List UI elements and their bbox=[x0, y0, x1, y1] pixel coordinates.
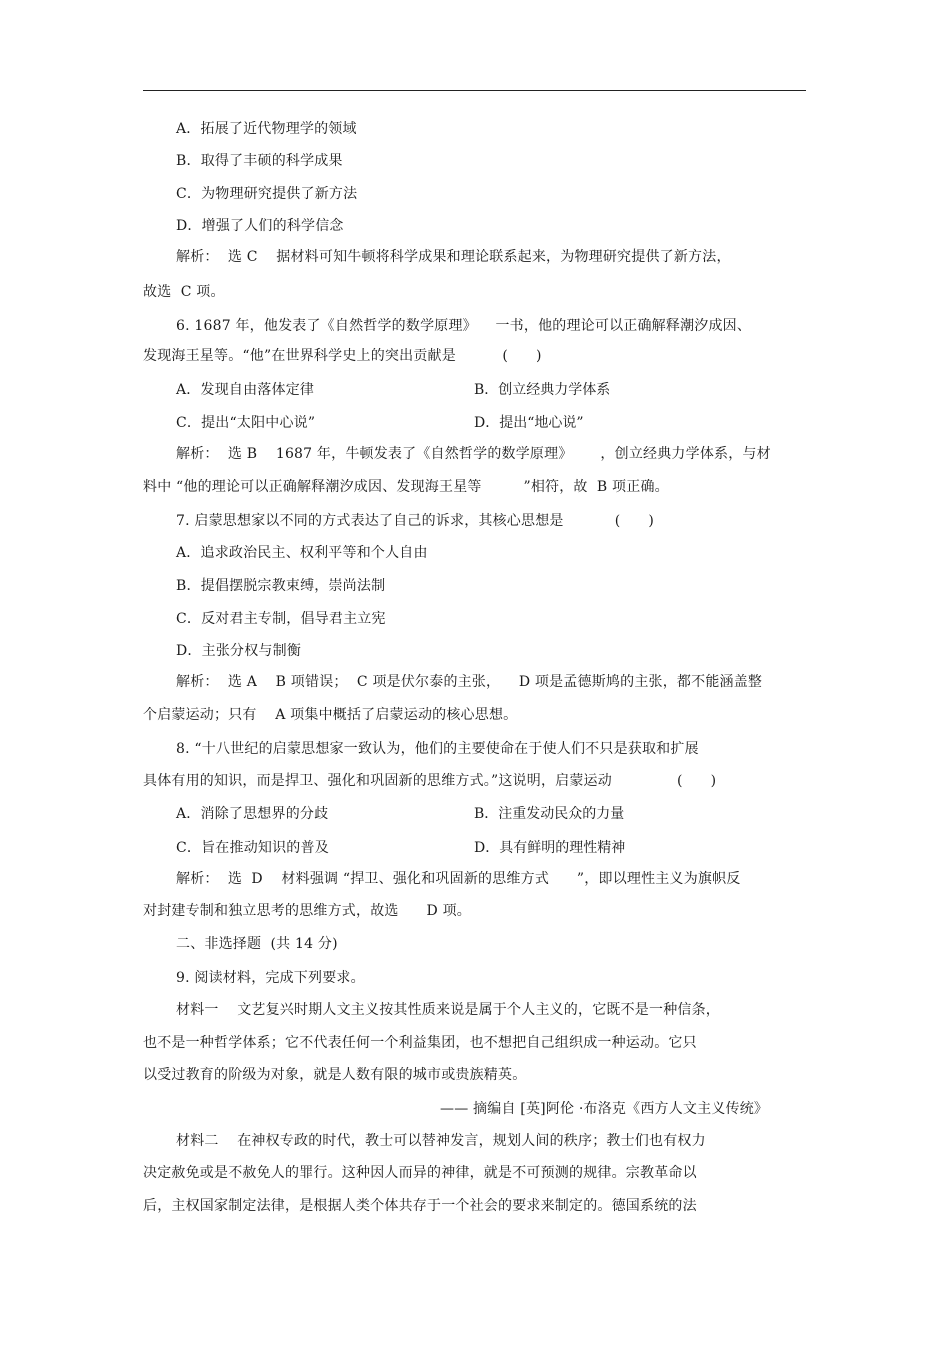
q8-stem-line-2: 具体有用的知识，而是捍卫、强化和巩固新的思维方式。”这说明，启蒙运动 ( ) bbox=[143, 773, 717, 789]
q6-stem-line-2: 发现海王星等。“他”在世界科学史上的突出贡献是 ( ) bbox=[143, 348, 542, 364]
q8-analysis-line-2: 对封建专制和独立思考的思维方式，故选 D 项。 bbox=[143, 903, 471, 919]
q6-analysis-line-1: 解析： 选 B 1687 年，牛顿发表了《自然哲学的数学原理》 ，创立经典力学体系，与材 bbox=[176, 446, 771, 462]
q5-analysis-line-1: 解析： 选 C 据材料可知牛顿将科学成果和理论联系起来，为物理研究提供了新方法， bbox=[176, 249, 731, 265]
q7-stem: 7. 启蒙思想家以不同的方式表达了自己的诉求，其核心思想是 ( ) bbox=[176, 513, 654, 529]
q6-option-d: D．提出“地心说” bbox=[474, 415, 584, 431]
q6-option-b: B．创立经典力学体系 bbox=[474, 382, 611, 398]
material-2-line-3: 后，主权国家制定法律，是根据人类个体共存于一个社会的要求来制定的。德国系统的法 bbox=[143, 1198, 697, 1214]
q7-option-a: A．追求政治民主、权利平等和个人自由 bbox=[176, 545, 428, 561]
material-1-source: —— 摘编自 [英]阿伦 ·布洛克《西方人文主义传统》 bbox=[440, 1101, 769, 1117]
q8-option-a: A．消除了思想界的分歧 bbox=[176, 806, 329, 822]
q6-analysis-line-2: 料中 “他的理论可以正确解释潮汐成因、发现海王星等 ”相符，故 B 项正确。 bbox=[143, 479, 669, 495]
q5-option-c: C．为物理研究提供了新方法 bbox=[176, 186, 358, 202]
q8-stem-line-1: 8. “十八世纪的启蒙思想家一致认为，他们的主要使命在于使人们不只是获取和扩展 bbox=[176, 741, 699, 757]
header-rule bbox=[143, 90, 806, 91]
q5-option-b: B．取得了丰硕的科学成果 bbox=[176, 153, 343, 169]
q6-stem-line-1: 6. 1687 年，他发表了《自然哲学的数学原理》 一书，他的理论可以正确解释潮汐成因、 bbox=[176, 318, 752, 334]
material-2-line-2: 决定赦免或是不赦免人的罪行。这种因人而异的神律，就是不可预测的规律。宗教革命以 bbox=[143, 1165, 697, 1181]
q5-option-d: D．增强了人们的科学信念 bbox=[176, 218, 344, 234]
q6-option-a: A．发现自由落体定律 bbox=[176, 382, 315, 398]
q7-option-c: C．反对君主专制，倡导君主立宪 bbox=[176, 611, 386, 627]
q7-analysis-line-1: 解析： 选 A B 项错误； C 项是伏尔泰的主张， D 项是孟德斯鸠的主张，都不能涵盖整 bbox=[176, 674, 763, 690]
q5-option-a: A．拓展了近代物理学的领域 bbox=[176, 121, 357, 137]
q7-option-b: B．提倡摆脱宗教束缚，崇尚法制 bbox=[176, 578, 386, 594]
q7-analysis-line-2: 个启蒙运动；只有 A 项集中概括了启蒙运动的核心思想。 bbox=[143, 707, 518, 723]
q9-stem: 9. 阅读材料，完成下列要求。 bbox=[176, 970, 365, 986]
section-heading: 二、非选择题 (共 14 分) bbox=[176, 936, 338, 952]
material-1-line-3: 以受过教育的阶级为对象，就是人数有限的城市或贵族精英。 bbox=[143, 1067, 527, 1083]
q8-analysis-line-1: 解析： 选 D 材料强调 “捍卫、强化和巩固新的思维方式 ”，即以理性主义为旗帜反 bbox=[176, 871, 741, 887]
q7-option-d: D．主张分权与制衡 bbox=[176, 643, 302, 659]
q6-option-c: C．提出“太阳中心说” bbox=[176, 415, 316, 431]
q8-option-d: D．具有鲜明的理性精神 bbox=[474, 840, 626, 856]
material-1-line-2: 也不是一种哲学体系；它不代表任何一个利益集团，也不想把自己组织成一种运动。它只 bbox=[143, 1035, 697, 1051]
q8-option-b: B．注重发动民众的力量 bbox=[474, 806, 625, 822]
material-1-line-1: 材料一 文艺复兴时期人文主义按其性质来说是属于个人主义的，它既不是一种信条， bbox=[176, 1002, 720, 1018]
q5-analysis-line-2: 故选 C 项。 bbox=[143, 284, 225, 300]
material-2-line-1: 材料二 在神权专政的时代，教士可以替神发言，规划人间的秩序；教士们也有权力 bbox=[176, 1133, 706, 1149]
q8-option-c: C．旨在推动知识的普及 bbox=[176, 840, 329, 856]
